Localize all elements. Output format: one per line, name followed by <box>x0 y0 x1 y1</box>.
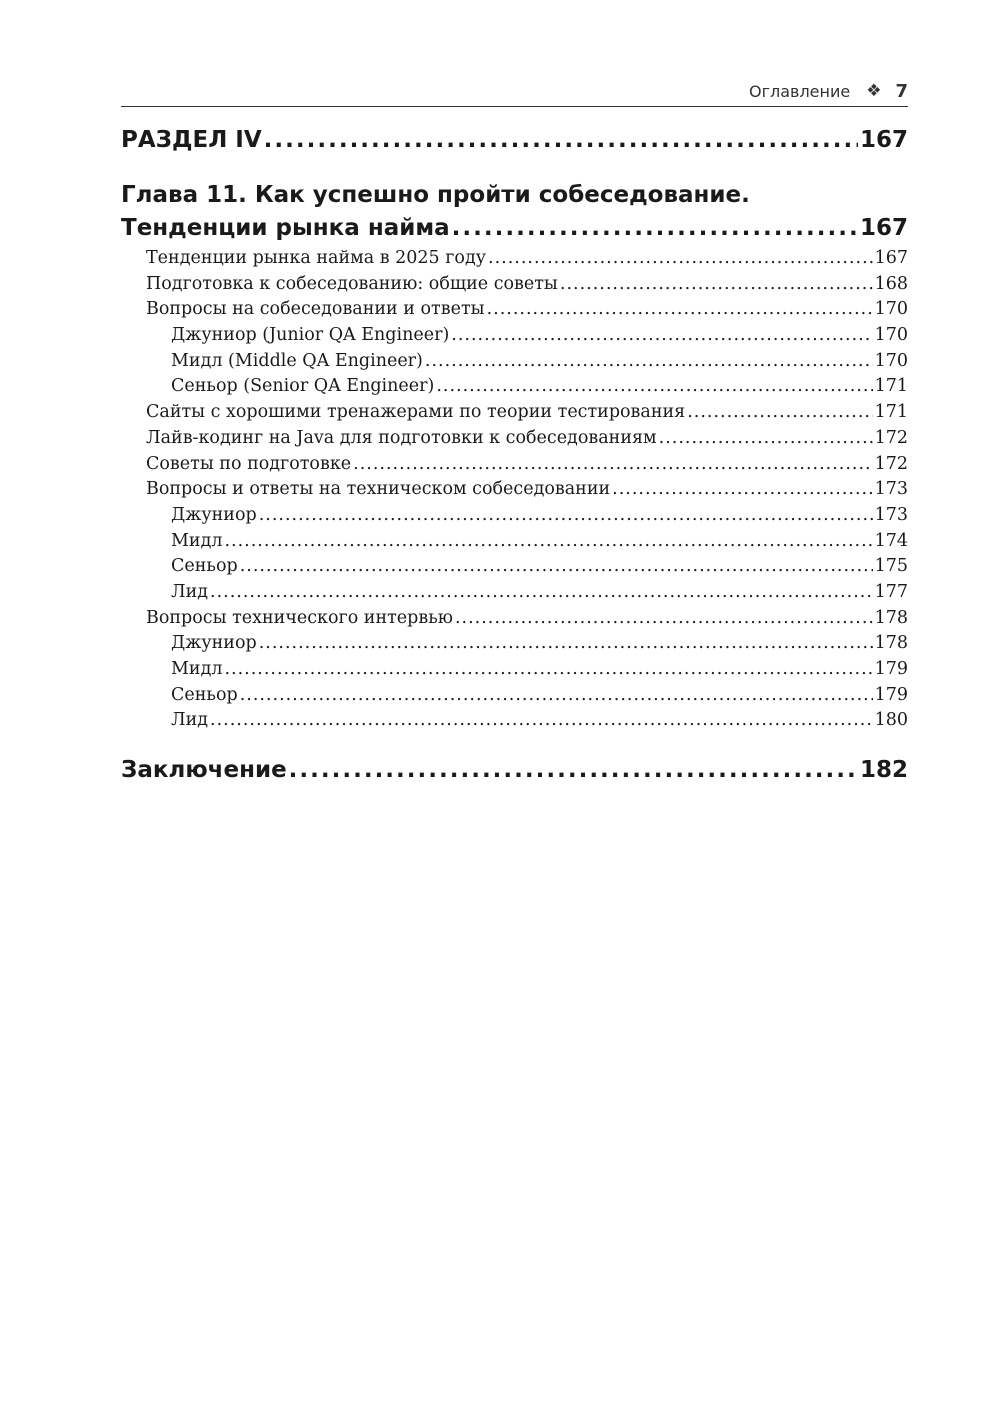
toc-subsection-entry[interactable] <box>121 631 908 657</box>
toc-part-title: РАЗДЕЛ IV <box>121 127 262 153</box>
toc-part-entry[interactable] <box>121 118 908 162</box>
toc-entry-title: Джуниор (Junior QA Engineer) <box>171 325 450 346</box>
toc-entry-page: 173 <box>874 504 908 525</box>
toc-section-entry[interactable] <box>121 452 908 478</box>
toc-section-entry[interactable] <box>121 400 908 426</box>
toc-subsection-entry[interactable] <box>121 580 908 606</box>
toc-entry-page: 175 <box>874 556 908 577</box>
dot-leader <box>353 452 872 478</box>
toc-chapter-title-line2: Тенденции рынка найма <box>121 215 450 241</box>
dot-leader <box>259 631 873 657</box>
dot-leader <box>451 323 872 349</box>
toc-part-page: 167 <box>859 127 908 153</box>
toc-entry-page: 170 <box>874 350 908 371</box>
dot-leader <box>240 554 873 580</box>
toc-subsection-entry[interactable] <box>121 708 908 734</box>
dot-leader <box>259 503 873 529</box>
toc-entry-page: 172 <box>874 453 908 474</box>
toc-section-entry[interactable] <box>121 606 908 632</box>
toc-entry-title: Лид <box>171 581 209 602</box>
toc-entry-page: 177 <box>874 581 908 602</box>
toc-subsection-entry[interactable] <box>121 349 908 375</box>
toc-entry-title: Сайты с хорошими тренажерами по теории тестирования <box>146 402 686 423</box>
toc-subsection-entry[interactable] <box>121 323 908 349</box>
dot-leader <box>452 210 858 246</box>
running-header <box>121 76 908 107</box>
toc-entry-title: Джуниор <box>171 504 257 525</box>
dot-leader <box>436 374 872 400</box>
toc-subsection-entry[interactable] <box>121 657 908 683</box>
dot-leader <box>224 657 872 683</box>
toc-section-entry[interactable] <box>121 477 908 503</box>
dot-leader <box>687 400 872 426</box>
toc-entry-title: Джуниор <box>171 633 257 654</box>
table-of-contents <box>121 118 908 792</box>
dot-leader <box>425 349 873 375</box>
dot-leader <box>224 529 872 555</box>
page-number: 7 <box>895 80 908 102</box>
toc-entry-title: Сеньор <box>171 556 238 577</box>
toc-chapter-entry[interactable] <box>121 210 908 246</box>
dot-leader <box>210 580 873 606</box>
dot-leader <box>210 708 873 734</box>
toc-section-entry[interactable] <box>121 272 908 298</box>
toc-entry-title: Мидл <box>171 659 223 679</box>
toc-entry-page: 180 <box>874 710 908 731</box>
toc-subsection-entry[interactable] <box>121 683 908 709</box>
toc-entry-page: 173 <box>874 479 908 500</box>
toc-entry-page: 171 <box>874 402 908 423</box>
toc-entry-title: Мидл (Middle QA Engineer) <box>171 350 423 371</box>
toc-entry-title: Сеньор (Senior QA Engineer) <box>171 376 435 397</box>
toc-conclusion-entry[interactable] <box>121 748 908 792</box>
toc-entry-page: 179 <box>874 659 908 679</box>
toc-entry-page: 170 <box>874 299 908 320</box>
toc-entry-page: 167 <box>874 248 908 268</box>
toc-entry-page: 168 <box>874 273 908 294</box>
ornament-icon: ❖ <box>866 81 882 101</box>
toc-subsection-entry[interactable] <box>121 529 908 555</box>
toc-entry-page: 178 <box>874 633 908 654</box>
toc-entry-page: 178 <box>874 607 908 628</box>
header-title: Оглавление <box>748 81 851 101</box>
toc-conclusion-page: 182 <box>859 757 908 784</box>
toc-entry-page: 174 <box>874 530 908 551</box>
toc-entry-title: Тенденции рынка найма в 2025 году <box>146 248 487 268</box>
toc-subsection-entry[interactable] <box>121 503 908 529</box>
toc-entry-title: Лайв-кодинг на Java для подготовки к собеседованиям <box>146 427 657 448</box>
toc-chapter-page: 167 <box>859 215 908 241</box>
dot-leader <box>240 683 873 709</box>
toc-entry-title: Подготовка к собеседованию: общие советы <box>146 273 558 294</box>
toc-section-entry[interactable] <box>121 297 908 323</box>
toc-entry-title: Вопросы технического интервью <box>146 607 453 628</box>
toc-conclusion-title: Заключение <box>121 757 287 784</box>
dot-leader <box>289 748 858 792</box>
toc-entry-page: 172 <box>874 427 908 448</box>
toc-entry-page: 179 <box>874 684 908 705</box>
toc-entry-page: 170 <box>874 325 908 346</box>
dot-leader <box>487 297 873 323</box>
toc-subsection-entry[interactable] <box>121 554 908 580</box>
toc-entries <box>121 246 908 734</box>
dot-leader <box>659 426 873 452</box>
toc-entry-title: Вопросы и ответы на техническом собеседовании <box>146 479 611 500</box>
toc-entry-page: 171 <box>874 376 908 397</box>
toc-entry-title: Лид <box>171 710 209 731</box>
toc-section-entry[interactable] <box>121 426 908 452</box>
dot-leader <box>560 272 873 298</box>
dot-leader <box>455 606 873 632</box>
toc-entry-title: Вопросы на собеседовании и ответы <box>146 299 485 320</box>
dot-leader <box>264 118 858 162</box>
toc-chapter-title-line1[interactable]: Глава 11. Как успешно пройти собеседование. <box>121 182 750 208</box>
dot-leader <box>488 246 873 272</box>
toc-entry-title: Мидл <box>171 530 223 551</box>
toc-subsection-entry[interactable] <box>121 374 908 400</box>
toc-entry-title: Сеньор <box>171 684 238 705</box>
toc-entry-title: Советы по подготовке <box>146 453 352 474</box>
dot-leader <box>612 477 872 503</box>
toc-section-entry[interactable] <box>121 246 908 272</box>
